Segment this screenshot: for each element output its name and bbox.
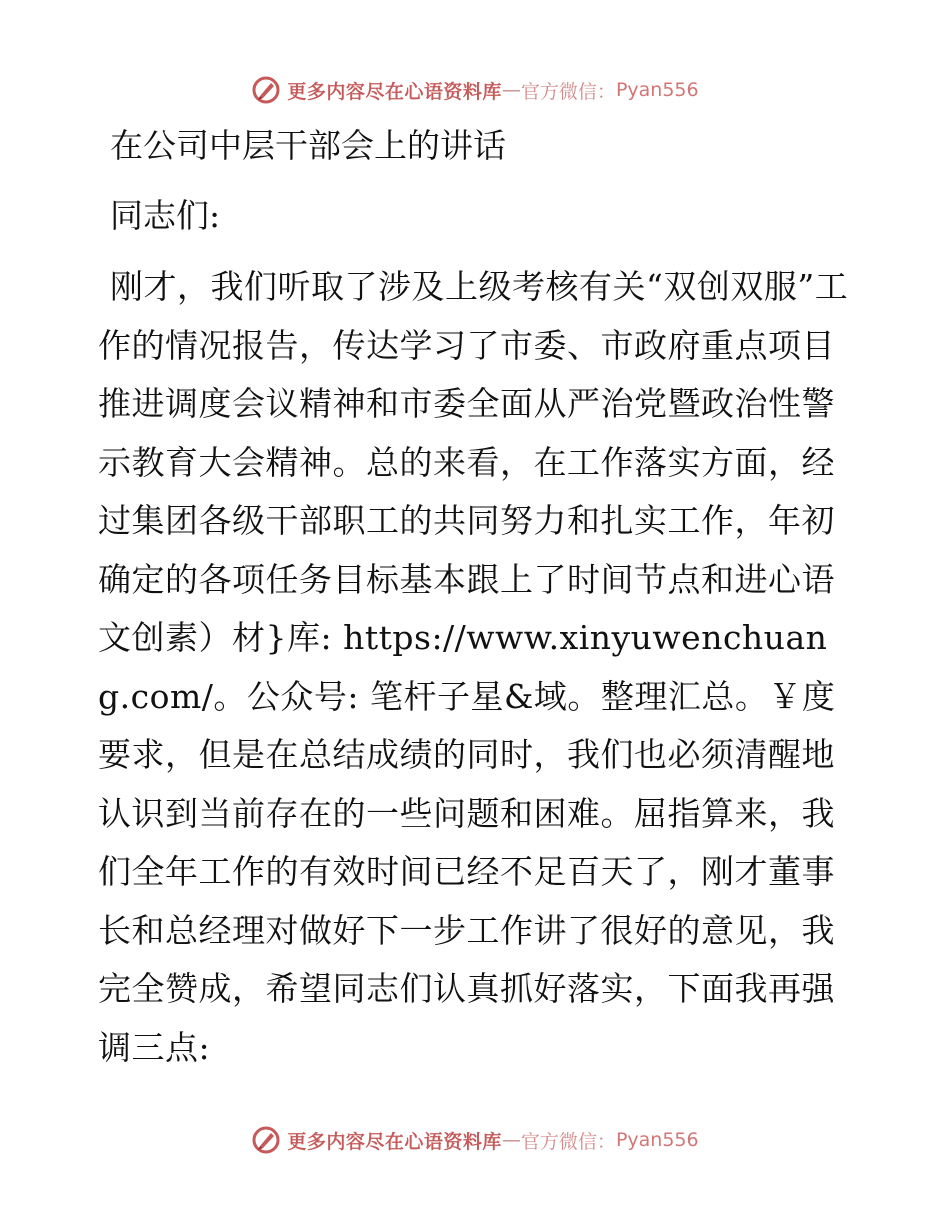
pen-logo-icon — [251, 75, 281, 105]
banner-main-text: 更多内容尽在心语资料库 — [287, 80, 502, 103]
document-title: 在公司中层干部会上的讲话 — [110, 126, 506, 165]
document-body — [98, 118, 858, 1077]
pen-logo-icon — [251, 1125, 281, 1155]
body-paragraph: 刚才，我们听取了涉及上级考核有关“双创双服”工作的情况报告，传达学习了市委、市政府重点项目推进调度会议精神和市委全面从严治党暨政治性警示教育大会精神。总的来看，在工作落实方面，经过集团各级干部职工的共同努力和扎实工作，年初确定的各项任务目标基本跟上了时间节点和进心语文创素）材}库: https://www.xinyuwenchuang.com/。公众号: 笔杆子星&域。整理汇总。￥度要求，但是在总结成绩的同时，我们也必须清醒地认识到当前存在的一些问题和困难。屈指算来，我们全年工作的有效时间已经不足百天了，刚才董事长和总经理对做好下一步工作讲了很好的意见，我完全赞成，希望同志们认真抓好落实，下面我再强调三点: — [98, 267, 849, 1067]
banner-wechat-label: 官方微信： — [520, 1130, 616, 1153]
banner-main-text: 更多内容尽在心语资料库 — [287, 1130, 502, 1153]
banner-wechat-id: Pyan556 — [615, 1129, 699, 1151]
header-banner — [0, 70, 950, 110]
salutation: 同志们: — [110, 196, 221, 235]
footer-banner — [0, 1120, 950, 1160]
banner-wechat-id: Pyan556 — [615, 79, 699, 101]
banner-separator: — — [501, 1129, 521, 1151]
banner-wechat-label: 官方微信： — [520, 80, 616, 103]
banner-separator: — — [501, 79, 521, 101]
